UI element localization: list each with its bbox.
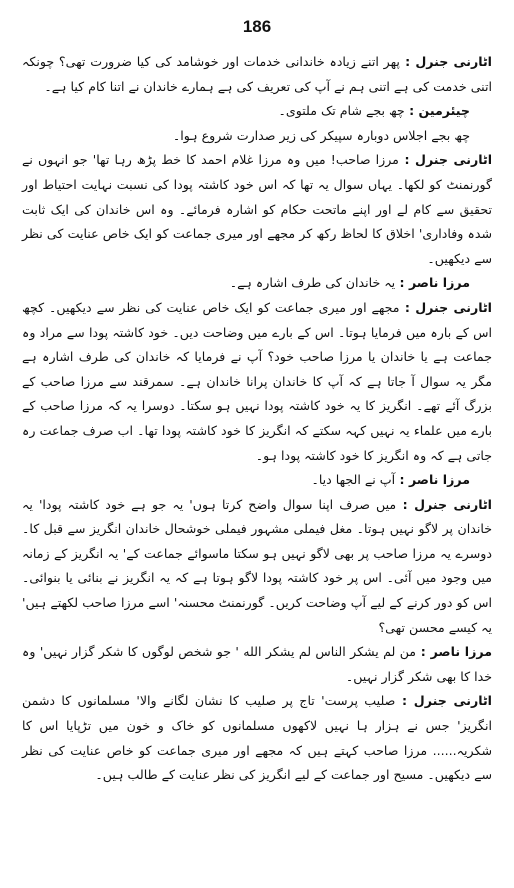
paragraph-text: چھ بجے شام تک ملتوی۔ xyxy=(278,103,405,119)
speaker-label: مرزا ناصر : xyxy=(395,472,470,488)
body-text xyxy=(22,50,492,788)
speaker-label: اٹارنی جنرل : xyxy=(398,152,493,168)
paragraph xyxy=(22,640,492,689)
paragraph xyxy=(22,124,492,149)
speaker-label: اٹارنی جنرل : xyxy=(399,54,492,69)
paragraph-text: من لم یشکر الناس لم یشکر الله ' جو شخص لوگوں کا شکر گزار نہیں' وہ خدا کا بھی شکر گزار نہیں۔ xyxy=(22,644,492,684)
page-number: 186 xyxy=(242,17,272,36)
speaker-label: اٹارنی جنرل : xyxy=(396,496,492,512)
paragraph-text: صلیب پرست' تاج پر صلیب کا نشان لگانے والا' مسلمانوں کا دشمن انگریز' جس نے ہزار ہا نہیں لاکھوں مسلمانوں کو خاک و خون میں تڑپایا اس کا شکریہ...... مرزا صاحب کہتے ہیں کہ مجھے اور میری جماعت کو خاص عنایت کی نظر سے دیکھیں۔ مسیح اور جماعت کے لیے انگریز کی نظر عنایت کے طالب ہیں۔ xyxy=(22,693,492,783)
paragraph-text: میں صرف اپنا سوال واضح کرتا ہوں' یہ جو ہے خود کاشتہ پودا' یہ خاندان پر لاگو نہیں ہوتا۔ مغل فیملی مشہور فیملی خوشحال خاندان انگریز سے قبل کا۔ دوسرے یہ مرزا صاحب پر بھی لاگو نہیں ہو سکتا ماسوائے جماعت کے' یہ انگریز کے زمانہ میں وجود میں آئی۔ اس پر خود کاشتہ پودا لاگو ہوتا ہے کہ یہ انگریز نے بنائی یا بنوائی۔ اس کو دور کرنے کے لیے آپ وضاحت کریں۔ گورنمنٹ محسنہ' اسے مرزا صاحب لکھتے ہیں' یہ کیسے محسن تھی؟ xyxy=(22,496,492,635)
paragraph xyxy=(22,271,492,296)
paragraph-text: چھ بجے اجلاس دوبارہ سپیکر کی زیر صدارت شروع ہوا۔ xyxy=(172,127,470,143)
paragraph-text: آپ نے الجھا دیا۔ xyxy=(311,472,396,488)
paragraph-text: مرزا صاحب! میں وہ مرزا غلام احمد کا خط پڑھ رہا تھا' جو انہوں نے گورنمنٹ کو لکھا۔ یہاں سوال یہ تھا کہ اس خود کاشتہ پودا کی نسبت نہایت احتیاط اور تحقیق سے کام لے اور اپنے ماتحت حکام کو اشارہ فرمائے۔ وہ اس خاندان کی ایک ثابت شدہ وفاداری' اخلاق کا لحاظ رکھ کر مجھے اور میری جماعت کو ایک خاص عنایت کی نظر سے دیکھیں۔ xyxy=(22,152,492,266)
paragraph-text: مجھے اور میری جماعت کو ایک خاص عنایت کی نظر سے دیکھیں۔ کچھ اس کے بارہ میں فرمایا ہوتا۔ اس کے بارے میں وضاحت دیں۔ خود کاشتہ پودا سے مراد وہ جماعت ہے یا خاندان یا مرزا صاحب خود؟ آپ نے فرمایا کہ خاندان کی طرف اشارہ ہے مگر یہ سوال آ جاتا ہے کہ آپ کا خاندان پرانا خاندان ہے۔ سمرقند سے مرزا صاحب کے بزرگ آئے تھے۔ انگریز کا یہ خود کاشتہ پودا نہیں ہو سکتا۔ دوسرا یہ کہ مرزا صاحب کے بارے میں علماء یہ نہیں کہہ سکتے کہ انگریز کا خود کاشتہ پودا تھا۔ اب صرف جماعت رہ جاتی ہے کہ وہ انگریز کا خود کاشتہ پودا ہو۔ xyxy=(22,299,492,463)
speaker-label: مرزا ناصر : xyxy=(395,275,470,291)
speaker-label: اٹارنی جنرل : xyxy=(395,693,492,709)
paragraph xyxy=(22,468,492,493)
paragraph xyxy=(22,296,492,468)
paragraph xyxy=(22,148,492,271)
paragraph xyxy=(22,493,492,641)
speaker-label: مرزا ناصر : xyxy=(416,644,492,660)
paragraph xyxy=(22,50,492,99)
speaker-label: چیئرمین : xyxy=(404,103,470,119)
paragraph-text: پھر اتنے زیادہ خاندانی خدمات اور خوشامد کی کیا ضرورت تھی؟ چونکہ اتنی خدمت کی ہے اتنی ہم نے آپ کی تعریف کی ہے ہمارے خاندان نے اتنا کام کیا ہے۔ xyxy=(22,54,492,94)
paragraph-text: یہ خاندان کی طرف اشارہ ہے۔ xyxy=(229,275,396,291)
paragraph xyxy=(22,689,492,787)
paragraph xyxy=(22,99,492,124)
speaker-label: اٹارنی جنرل : xyxy=(399,299,492,315)
